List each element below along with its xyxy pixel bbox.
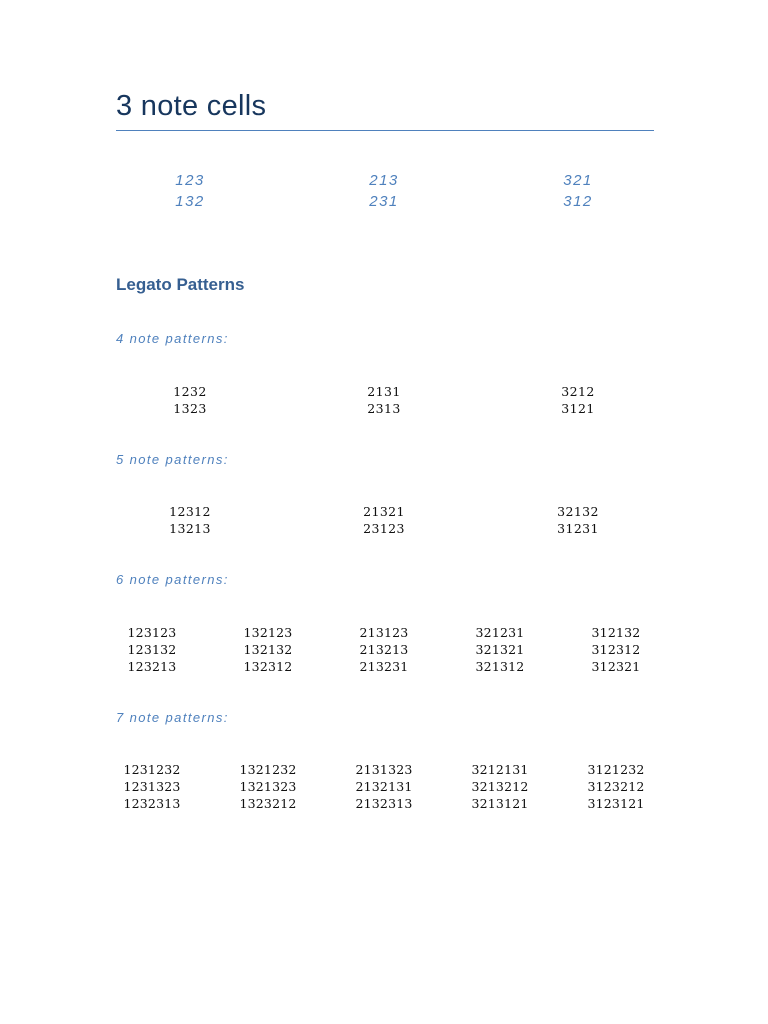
section-heading-legato: Legato Patterns — [116, 275, 245, 294]
pattern-item: 213231 — [359, 659, 409, 674]
pattern-item: 1231232 — [123, 762, 181, 777]
subheading-6-note: 6 note patterns: — [116, 572, 229, 587]
cell-item: 321 — [563, 172, 593, 189]
pattern-item: 2131 — [367, 384, 401, 399]
pattern-column-5-3 — [503, 503, 653, 537]
cell-item: 132 — [175, 193, 205, 210]
pattern-item: 32132 — [557, 504, 599, 519]
pattern-item: 132132 — [243, 642, 293, 657]
pattern-column-7-3 — [329, 761, 439, 812]
pattern-item: 2131323 — [355, 762, 413, 777]
cell-item: 312 — [563, 193, 593, 210]
pattern-column-4-1 — [115, 383, 265, 417]
pattern-item: 1323 — [173, 401, 207, 416]
pattern-item: 1232313 — [123, 796, 181, 811]
pattern-item: 2313 — [367, 401, 401, 416]
pattern-column-6-1 — [97, 624, 207, 675]
pattern-column-4-3 — [503, 383, 653, 417]
pattern-item: 3213121 — [471, 796, 529, 811]
pattern-item: 312321 — [591, 659, 641, 674]
pattern-item: 123213 — [127, 659, 177, 674]
pattern-item: 321231 — [475, 625, 525, 640]
pattern-item: 12312 — [169, 504, 211, 519]
pattern-column-5-2 — [309, 503, 459, 537]
subheading-7-note: 7 note patterns: — [116, 710, 229, 725]
pattern-item: 1321232 — [239, 762, 297, 777]
pattern-column-6-5 — [561, 624, 671, 675]
pattern-item: 1231323 — [123, 779, 181, 794]
pattern-item: 2132131 — [355, 779, 413, 794]
pattern-column-6-3 — [329, 624, 439, 675]
pattern-column-7-5 — [561, 761, 671, 812]
pattern-item: 321321 — [475, 642, 525, 657]
subheading-4-note: 4 note patterns: — [116, 331, 229, 346]
pattern-item: 123132 — [127, 642, 177, 657]
pattern-item: 1321323 — [239, 779, 297, 794]
cell-column-1 — [120, 170, 260, 212]
subheading-5-note: 5 note patterns: — [116, 452, 229, 467]
pattern-item: 3121232 — [587, 762, 645, 777]
pattern-item: 3212 — [561, 384, 595, 399]
title-underline — [116, 130, 654, 131]
cell-item: 213 — [369, 172, 399, 189]
pattern-item: 31231 — [557, 521, 599, 536]
cell-item: 231 — [369, 193, 399, 210]
pattern-item: 213213 — [359, 642, 409, 657]
pattern-item: 3212131 — [471, 762, 529, 777]
pattern-item: 312312 — [591, 642, 641, 657]
cell-column-2 — [314, 170, 454, 212]
pattern-column-6-4 — [445, 624, 555, 675]
pattern-item: 13213 — [169, 521, 211, 536]
pattern-item: 132312 — [243, 659, 293, 674]
pattern-item: 23123 — [363, 521, 405, 536]
cell-item: 123 — [175, 172, 205, 189]
pattern-item: 2132313 — [355, 796, 413, 811]
pattern-item: 321312 — [475, 659, 525, 674]
pattern-item: 123123 — [127, 625, 177, 640]
pattern-item: 213123 — [359, 625, 409, 640]
pattern-item: 312132 — [591, 625, 641, 640]
page-title: 3 note cells — [116, 90, 267, 122]
pattern-column-6-2 — [213, 624, 323, 675]
pattern-item: 3213212 — [471, 779, 529, 794]
pattern-column-5-1 — [115, 503, 265, 537]
pattern-item: 132123 — [243, 625, 293, 640]
pattern-item: 21321 — [363, 504, 405, 519]
pattern-item: 1323212 — [239, 796, 297, 811]
pattern-column-4-2 — [309, 383, 459, 417]
pattern-column-7-4 — [445, 761, 555, 812]
pattern-column-7-1 — [97, 761, 207, 812]
pattern-column-7-2 — [213, 761, 323, 812]
pattern-item: 1232 — [173, 384, 207, 399]
pattern-item: 3121 — [561, 401, 595, 416]
pattern-item: 3123212 — [587, 779, 645, 794]
pattern-item: 3123121 — [587, 796, 645, 811]
cell-column-3 — [508, 170, 648, 212]
